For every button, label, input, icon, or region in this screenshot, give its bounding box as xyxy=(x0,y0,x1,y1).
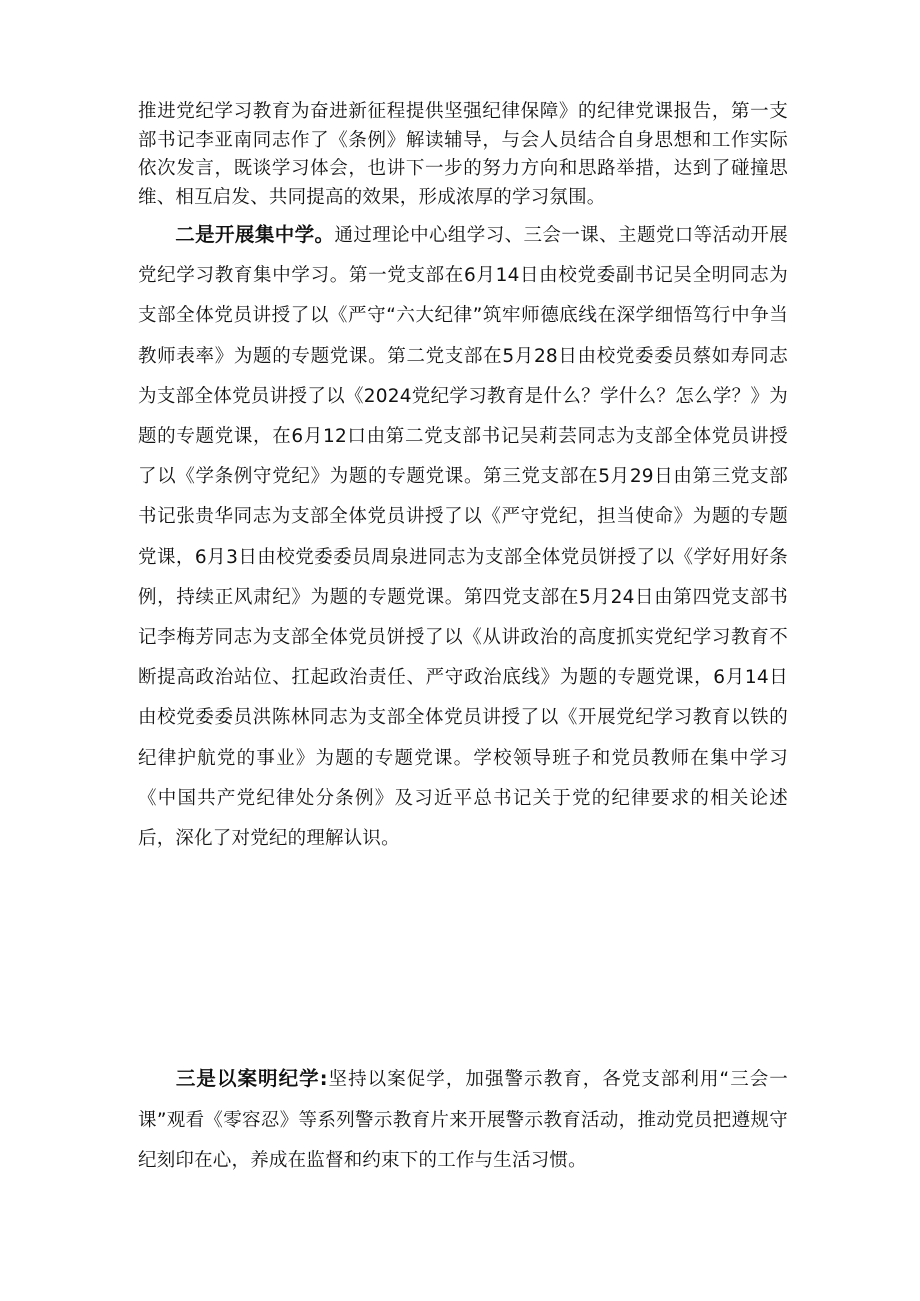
section-three-heading: 三是以案明纪学: xyxy=(175,1067,328,1090)
section-two-body: 通过理论中心组学习、三会一课、主题党口等活动开展党纪学习教育集中学习。第一党支部在6月14日由校党委副书记吴全明同志为支部全体党员讲授了以《严守“六大纪律”筑牢师德底线在深学细悟笃行中争当教师表率》为题的专题党课。第二党支部在5月28日由校党委委员蔡如寿同志为支部全体党员讲授了以《2024党纪学习教育是什么？学什么？怎么学？》为题的专题党课，在6月12口由第二党支部书记吴莉芸同志为支部全体党员讲授了以《学条例守党纪》为题的专题党课。第三党支部在5月29日由第三党支部书记张贵华同志为支部全体党员讲授了以《严守党纪，担当使命》为题的专题党课，6月3日由校党委委员周泉进同志为支部全体党员饼授了以《学好用好条例，持续正风肃纪》为题的专题党课。第四党支部在5月24日由第四党支部书记李梅芳同志为支部全体党员饼授了以《从讲政治的高度抓实党纪学习教育不断提高政治站位、扛起政治责任、严守政治底线》为题的专题党课，6月14日由校党委委员洪陈林同志为支部全体党员讲授了以《开展党纪学习教育以铁的纪律护航党的事业》为题的专题党课。学校领导班子和党员教师在集中学习《中国共产党纪律处分条例》及习近平总书记关于党的纪律要求的相关论述后，深化了对党纪的理解认识。 xyxy=(138,225,788,850)
paragraph-continuation: 推进党纪学习教育为奋进新征程提供坚强纪律保障》的纪律党课报告，第一支部书记李亚南同志作了《条例》解读辅导，与会人员结合自身思想和工作实际依次发言，既谈学习体会，也讲下一步的努力方向和思路举措，达到了碰撞思维、相互启发、共同提高的效果，形成浓厚的学习氛围。 xyxy=(138,101,788,208)
section-three-body: 坚持以案促学，加强警示教育，各党支部利用“三会一课”观看《零容忍》等系列警示教育片来开展警示教育活动，推动党员把遵规守纪刻印在心，养成在监督和约束下的工作与生活习惯。 xyxy=(138,1069,788,1171)
paragraph-section-two xyxy=(138,215,788,859)
section-two-heading: 二是开展集中学。 xyxy=(175,223,335,246)
paragraph-section-three xyxy=(138,1059,788,1182)
